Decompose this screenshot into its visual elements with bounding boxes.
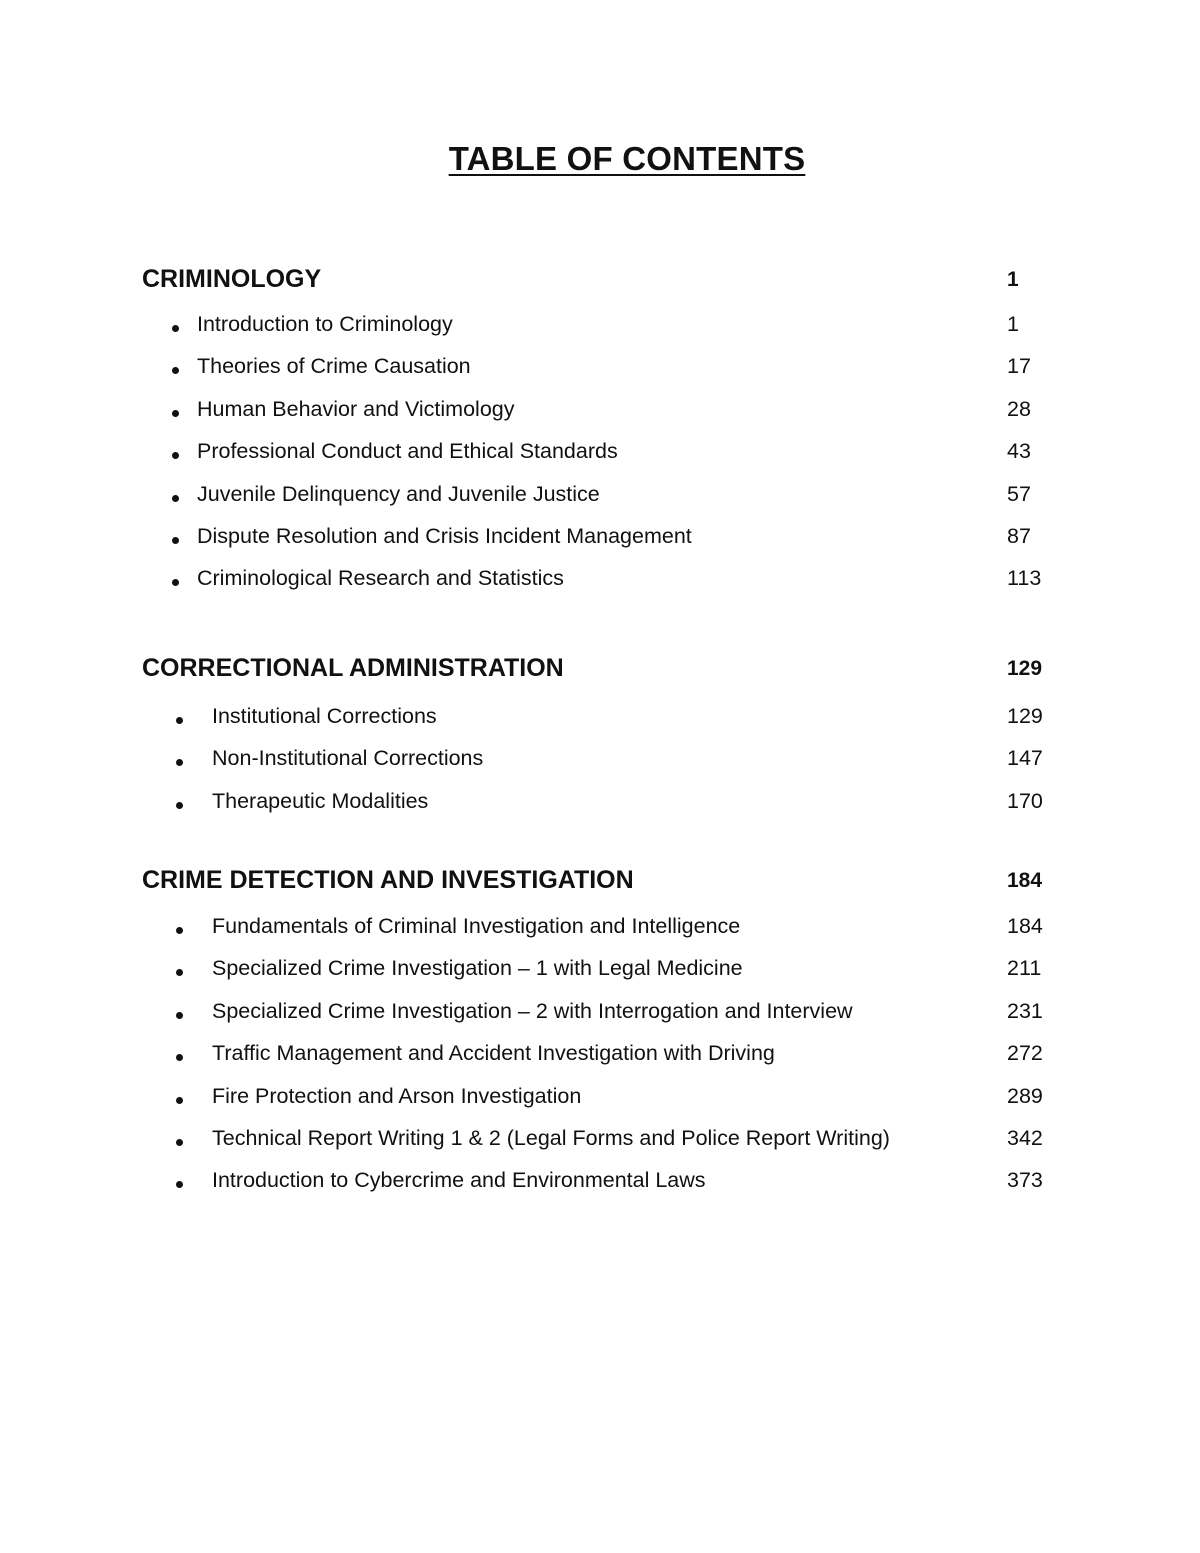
entry-page-number: 17 <box>1007 354 1031 379</box>
toc-entry[interactable] <box>0 354 1200 396</box>
entry-page-number: 129 <box>1007 704 1043 728</box>
toc-entry[interactable] <box>0 1041 1200 1083</box>
entry-page-number: 1 <box>1007 312 1019 336</box>
entry-page-number: 289 <box>1007 1083 1043 1108</box>
entry-label: Dispute Resolution and Crisis Incident Management <box>197 523 692 548</box>
entry-label: Juvenile Delinquency and Juvenile Justice <box>197 481 600 506</box>
bullet-icon <box>172 537 179 544</box>
entry-label: Theories of Crime Causation <box>197 354 471 379</box>
entry-page-number: 43 <box>1007 439 1031 464</box>
toc-entry[interactable] <box>0 999 1200 1041</box>
bullet-icon <box>176 1054 183 1061</box>
bullet-icon <box>172 367 179 374</box>
bullet-icon <box>176 927 183 934</box>
bullet-icon <box>172 579 179 586</box>
section-title: CORRECTIONAL ADMINISTRATION <box>142 654 564 682</box>
page-title: TABLE OF CONTENTS <box>448 140 806 177</box>
toc-entry[interactable] <box>0 789 1200 831</box>
entry-page-number: 57 <box>1007 481 1031 506</box>
entry-label: Fire Protection and Arson Investigation <box>212 1083 582 1108</box>
bullet-icon <box>176 1181 183 1188</box>
section-heading[interactable] <box>0 265 1200 305</box>
toc-section-crime-detection-and-investigation <box>0 866 1200 1211</box>
entry-page-number: 373 <box>1007 1168 1043 1193</box>
bullet-icon <box>172 452 179 459</box>
toc-entry[interactable] <box>0 312 1200 354</box>
bullet-icon <box>176 717 183 724</box>
entry-label: Introduction to Criminology <box>197 312 453 336</box>
entry-page-number: 113 <box>1007 566 1042 591</box>
entry-page-number: 184 <box>1007 914 1043 938</box>
entry-label: Criminological Research and Statistics <box>197 566 564 591</box>
toc-entry[interactable] <box>0 524 1200 566</box>
toc-entry[interactable] <box>0 439 1200 481</box>
entry-page-number: 147 <box>1007 746 1043 771</box>
bullet-icon <box>176 1139 183 1146</box>
section-page-number: 184 <box>1007 869 1043 892</box>
bullet-icon <box>172 325 179 332</box>
toc-entry[interactable] <box>0 566 1200 608</box>
toc-entry[interactable] <box>0 482 1200 524</box>
bullet-icon <box>172 495 179 502</box>
bullet-icon <box>176 802 183 809</box>
entry-page-number: 170 <box>1007 788 1043 813</box>
section-heading[interactable] <box>0 654 1200 694</box>
toc-entry[interactable] <box>0 1168 1200 1210</box>
toc-section-correctional-administration <box>0 654 1200 831</box>
entry-page-number: 87 <box>1007 523 1031 548</box>
bullet-icon <box>172 410 179 417</box>
entry-label: Specialized Crime Investigation – 2 with Interrogation and Interview <box>212 998 853 1023</box>
entry-page-number: 231 <box>1007 998 1043 1023</box>
section-title: CRIMINOLOGY <box>142 265 322 293</box>
section-page-number: 1 <box>1007 268 1019 291</box>
toc-entry[interactable] <box>0 746 1200 788</box>
toc-entry[interactable] <box>0 914 1200 956</box>
entry-label: Human Behavior and Victimology <box>197 396 515 421</box>
toc-entry[interactable] <box>0 956 1200 998</box>
entry-label: Professional Conduct and Ethical Standards <box>197 439 618 464</box>
entry-label: Therapeutic Modalities <box>212 788 429 813</box>
entry-page-number: 342 <box>1007 1125 1043 1150</box>
entry-label: Fundamentals of Criminal Investigation and Intelligence <box>212 914 741 938</box>
entry-label: Non-Institutional Corrections <box>212 746 484 771</box>
entry-label: Traffic Management and Accident Investigation with Driving <box>212 1041 775 1066</box>
toc-entry[interactable] <box>0 1126 1200 1168</box>
toc-entry[interactable] <box>0 397 1200 439</box>
toc-section-criminology <box>0 265 1200 609</box>
entry-page-number: 28 <box>1007 396 1031 421</box>
entry-label: Institutional Corrections <box>212 704 437 728</box>
bullet-icon <box>176 1012 183 1019</box>
toc-entry[interactable] <box>0 1084 1200 1126</box>
entry-page-number: 272 <box>1007 1041 1043 1066</box>
section-page-number: 129 <box>1007 657 1043 680</box>
entry-page-number: 211 <box>1007 956 1042 981</box>
bullet-icon <box>176 759 183 766</box>
toc-entry[interactable] <box>0 704 1200 746</box>
entry-label: Introduction to Cybercrime and Environmental Laws <box>212 1168 706 1193</box>
bullet-icon <box>176 969 183 976</box>
section-title: CRIME DETECTION AND INVESTIGATION <box>142 866 634 894</box>
bullet-icon <box>176 1097 183 1104</box>
section-heading[interactable] <box>0 866 1200 906</box>
entry-label: Technical Report Writing 1 & 2 (Legal Forms and Police Report Writing) <box>212 1125 890 1150</box>
entry-label: Specialized Crime Investigation – 1 with Legal Medicine <box>212 956 743 981</box>
